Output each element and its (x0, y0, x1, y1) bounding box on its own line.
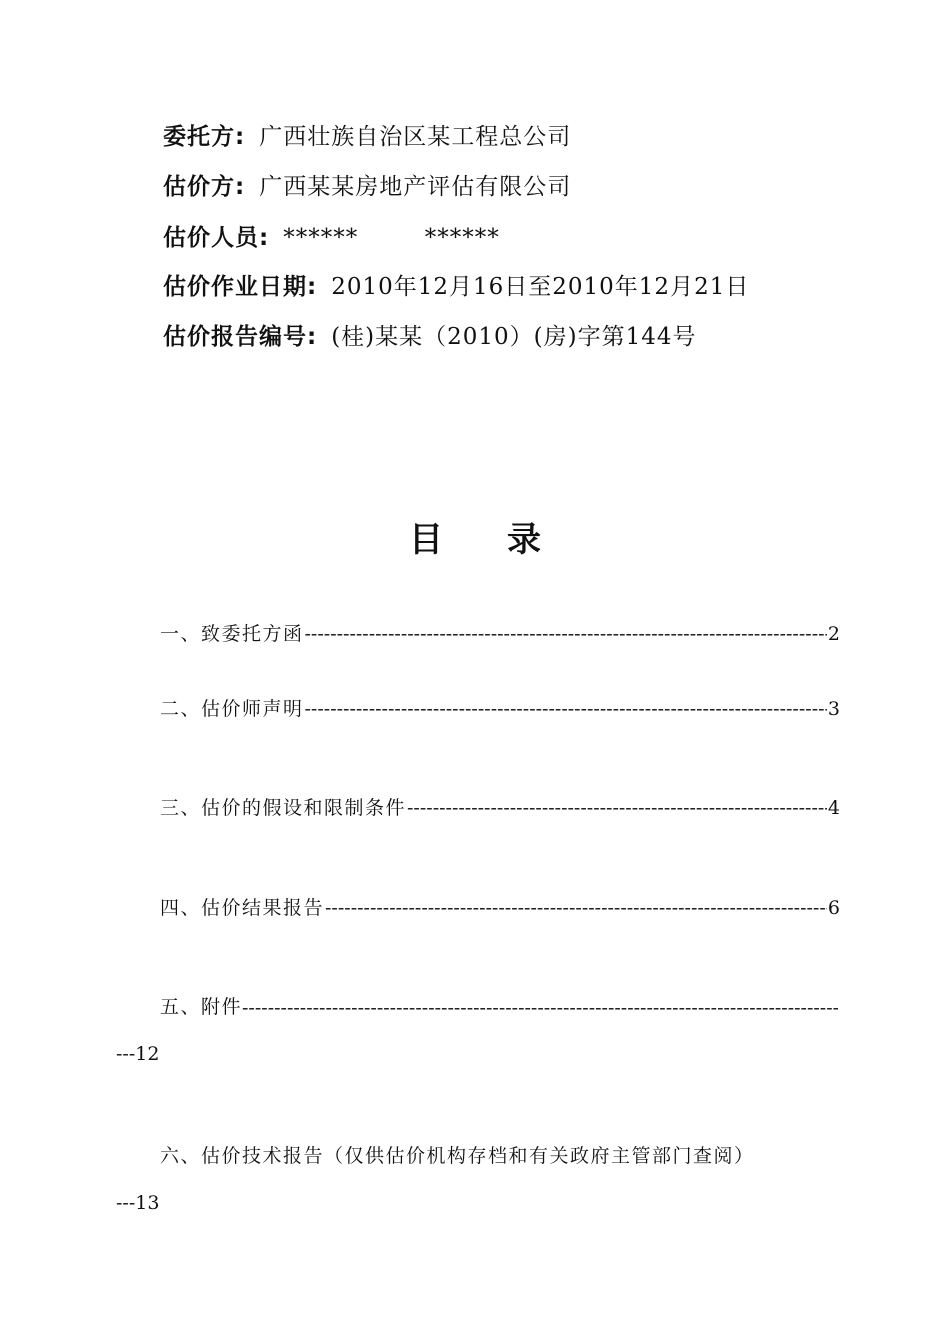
appraiser-value: 广西某某房地产评估有限公司 (259, 174, 572, 200)
toc-leader (305, 623, 827, 645)
toc-item-page: ---12 (116, 1043, 160, 1065)
toc-item (160, 619, 840, 646)
toc-item (160, 992, 838, 1019)
client-label: 委托方 (163, 124, 235, 150)
staff-value: ****** ****** (283, 225, 500, 251)
toc-item-label: 六、估价技术报告（仅供估价机构存档和有关政府主管部门查阅） (160, 1145, 755, 1167)
toc-item-page: 3 (827, 698, 840, 720)
date-label: 估价作业日期 (163, 274, 307, 300)
toc-item-label: 三、估价的假设和限制条件 (160, 797, 407, 819)
toc-item-page: ---13 (116, 1192, 160, 1214)
toc-item-label: 二、估价师声明 (160, 698, 304, 720)
toc-item-label: 四、估价结果报告 (160, 897, 325, 919)
client-value: 广西壮族自治区某工程总公司 (259, 124, 572, 150)
toc-leader (242, 997, 838, 1019)
toc-item (160, 793, 840, 820)
toc-item-page: 6 (827, 897, 840, 919)
toc-item-continuation (116, 1192, 159, 1214)
toc-leader (325, 897, 827, 919)
staff-line: 估价人员: ****** ****** (163, 225, 500, 251)
toc-leader (305, 698, 827, 720)
date-line: 估价作业日期: 2010年12月16日至2010年12月21日 (163, 274, 750, 300)
toc-item (160, 893, 840, 920)
toc-item-page: 2 (827, 623, 840, 645)
report-number-line: 估价报告编号: (桂)某某（2010）(房)字第144号 (163, 324, 697, 350)
staff-label: 估价人员 (163, 225, 259, 251)
toc-item-continuation (116, 1043, 159, 1065)
client-line: 委托方: 广西壮族自治区某工程总公司 (163, 124, 572, 150)
toc-item (160, 1141, 755, 1168)
date-value: 2010年12月16日至2010年12月21日 (331, 274, 750, 300)
appraiser-line: 估价方: 广西某某房地产评估有限公司 (163, 174, 572, 200)
report-number-value: (桂)某某（2010）(房)字第144号 (331, 324, 697, 350)
toc-title: 目录 (409, 520, 605, 560)
toc-item-label: 一、致委托方函 (160, 623, 304, 645)
toc-item-label: 五、附件 (160, 996, 243, 1018)
toc-leader (407, 797, 827, 819)
toc-item (160, 694, 840, 721)
report-number-label: 估价报告编号 (163, 324, 307, 350)
toc-item-page: 4 (827, 797, 840, 819)
appraiser-label: 估价方 (163, 174, 235, 200)
